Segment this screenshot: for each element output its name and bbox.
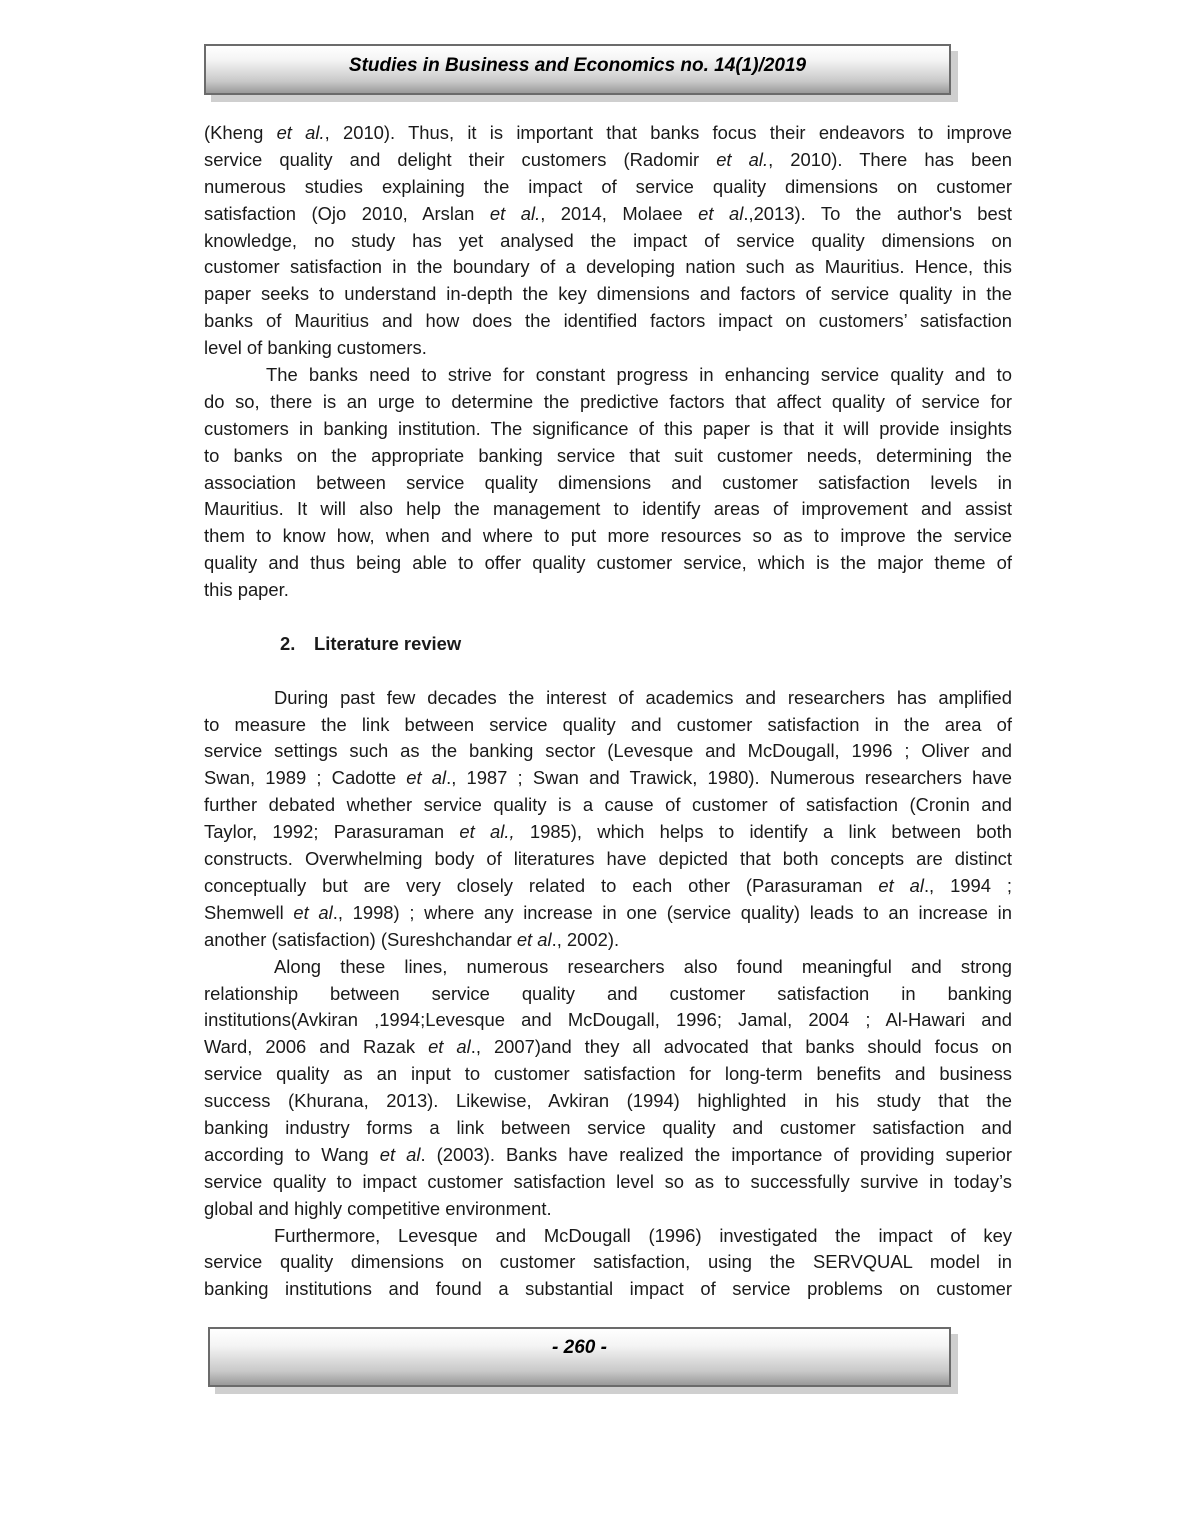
text-run: conceptually but are very closely related to each other (Parasuraman: [204, 874, 879, 896]
text-run: ., 1994 ;: [923, 874, 1013, 896]
paragraph: [204, 1223, 1012, 1304]
text-run: Shemwell: [204, 901, 294, 923]
literature-review-paragraphs: [204, 685, 1012, 1303]
text-run: this paper.: [204, 579, 289, 601]
text-run: ., 1987 ; Swan and Trawick, 1980). Numerous researchers have: [446, 767, 1012, 789]
text-line: [204, 335, 1012, 362]
text-run: 1985), which helps to identify a link between both: [514, 821, 1012, 843]
text-run: them to know how, when and where to put more resources so as to improve the service: [204, 525, 1012, 547]
text-run: service quality and delight their customers (Radomir: [204, 148, 717, 170]
text-line: [204, 550, 1012, 577]
text-line: [204, 174, 1012, 201]
section-number: 2.: [280, 632, 296, 654]
text-run: ., 2002).: [551, 928, 620, 950]
text-run: Furthermore, Levesque and McDougall (1996) investigated the impact of key: [274, 1224, 1012, 1246]
paragraph: [204, 685, 1012, 954]
text-line: [204, 1142, 1012, 1169]
text-run: Ward, 2006 and Razak: [204, 1036, 429, 1058]
italic-citation: et al.: [276, 122, 325, 143]
page-number: - 260 -: [552, 1337, 607, 1358]
text-run: to banks on the appropriate banking service that suit customer needs, determining the: [204, 444, 1012, 466]
text-line: [204, 281, 1012, 308]
italic-citation: et al: [698, 202, 744, 224]
text-run: .,2013). To the author's best: [743, 202, 1013, 224]
text-run: level of banking customers.: [204, 337, 427, 359]
italic-citation: et al: [293, 901, 333, 923]
text-run: ., 2007)and they all advocated that banks should focus on: [470, 1036, 1013, 1058]
italic-citation: et al.: [716, 148, 769, 170]
text-line: [204, 685, 1012, 712]
italic-citation: et al: [516, 928, 552, 950]
text-line: [204, 738, 1012, 765]
text-run: institutions(Avkiran ,1994;Levesque and McDougall, 1996; Jamal, 2004 ; Al-Hawari and: [204, 1009, 1012, 1031]
text-line: [204, 954, 1012, 981]
text-line: [204, 496, 1012, 523]
text-line: [204, 443, 1012, 470]
section-title: Literature review: [314, 632, 462, 654]
text-run: further debated whether service quality is a cause of customer of satisfaction (Cronin and: [204, 794, 1012, 816]
text-run: to measure the link between service quality and customer satisfaction in the area of: [204, 713, 1012, 735]
text-run: , 2010). There has been: [768, 148, 1013, 170]
text-line: [204, 712, 1012, 739]
text-run: Mauritius. It will also help the management to identify areas of improvement and assist: [204, 498, 1012, 520]
text-run: service quality dimensions on customer satisfaction, using the SERVQUAL model in: [204, 1251, 1012, 1273]
text-run: ., 1998) ; where any increase in one (service quality) leads to an increase in: [332, 901, 1012, 923]
text-line: [204, 254, 1012, 281]
text-line: [204, 927, 1012, 954]
text-line: [204, 1249, 1012, 1276]
text-line: [204, 201, 1012, 228]
text-line: [204, 389, 1012, 416]
journal-title: Studies in Business and Economics no. 14(1)/2019: [348, 55, 807, 76]
text-line: [204, 1196, 1012, 1223]
text-run: customer satisfaction in the boundary of a developing nation such as Mauritius. Hence, this: [204, 256, 1012, 278]
text-line: [204, 1115, 1012, 1142]
paragraph: [204, 120, 1012, 362]
text-run: banks of Mauritius and how does the identified factors impact on customers’ satisfaction: [204, 310, 1012, 332]
text-run: The banks need to strive for constant progress in enhancing service quality and to: [266, 364, 1012, 386]
paragraph: [204, 362, 1012, 604]
text-run: service quality to impact customer satisfaction level so as to successfully survive in today’s: [204, 1170, 1012, 1192]
section-heading: [204, 631, 1012, 658]
text-run: numerous studies explaining the impact of service quality dimensions on customer: [204, 175, 1012, 197]
text-run: according to Wang: [204, 1143, 380, 1165]
text-line: [204, 362, 1012, 389]
text-line: [204, 1223, 1012, 1250]
text-run: knowledge, no study has yet analysed the impact of service quality dimensions on: [204, 229, 1012, 251]
text-line: [204, 120, 1012, 147]
text-line: [204, 1169, 1012, 1196]
journal-header-banner: [204, 44, 951, 95]
text-line: [204, 577, 1012, 604]
text-run: paper seeks to understand in-depth the key dimensions and factors of service quality in the: [204, 283, 1012, 305]
introduction-paragraphs: [204, 120, 1012, 604]
text-run: relationship between service quality and customer satisfaction in banking: [204, 982, 1012, 1004]
body-text: [204, 120, 1012, 1303]
text-run: another (satisfaction) (Sureshchandar: [204, 928, 517, 950]
text-line: [204, 900, 1012, 927]
text-line: [204, 846, 1012, 873]
italic-citation: et al: [379, 1143, 421, 1165]
spacer: [204, 658, 1012, 685]
text-run: (Kheng: [204, 122, 277, 143]
text-line: [204, 523, 1012, 550]
italic-citation: et al.: [489, 202, 541, 224]
text-run: . (2003). Banks have realized the importance of providing superior: [420, 1143, 1012, 1165]
text-run: banking industry forms a link between service quality and customer satisfaction and: [204, 1116, 1012, 1138]
italic-citation: et al: [428, 1036, 471, 1058]
text-run: Along these lines, numerous researchers also found meaningful and strong: [274, 955, 1012, 977]
text-line: [204, 470, 1012, 497]
text-line: [204, 1088, 1012, 1115]
text-line: [204, 1061, 1012, 1088]
page-footer-banner: [208, 1327, 951, 1387]
text-run: During past few decades the interest of academics and researchers has amplified: [274, 686, 1012, 708]
text-run: quality and thus being able to offer quality customer service, which is the major theme of: [204, 552, 1012, 574]
text-line: [204, 1276, 1012, 1303]
text-run: constructs. Overwhelming body of literatures have depicted that both concepts are distinct: [204, 848, 1012, 870]
text-run: success (Khurana, 2013). Likewise, Avkiran (1994) highlighted in his study that the: [204, 1090, 1012, 1112]
text-run: Swan, 1989 ; Cadotte: [204, 767, 407, 789]
text-run: , 2010). Thus, it is important that banks focus their endeavors to improve: [324, 122, 1012, 143]
italic-citation: et al: [878, 874, 924, 896]
text-line: [204, 1034, 1012, 1061]
text-run: service settings such as the banking sector (Levesque and McDougall, 1996 ; Oliver and: [204, 740, 1012, 762]
text-line: [204, 819, 1012, 846]
text-run: do so, there is an urge to determine the predictive factors that affect quality of service for: [204, 390, 1012, 412]
text-line: [204, 792, 1012, 819]
text-run: global and highly competitive environment.: [204, 1197, 552, 1219]
text-line: [204, 1007, 1012, 1034]
text-line: [204, 308, 1012, 335]
text-line: [204, 228, 1012, 255]
text-run: service quality as an input to customer satisfaction for long-term benefits and business: [204, 1063, 1012, 1085]
text-line: [204, 873, 1012, 900]
text-run: banking institutions and found a substantial impact of service problems on customer: [204, 1278, 1012, 1300]
text-line: [204, 416, 1012, 443]
text-run: customers in banking institution. The significance of this paper is that it will provide insights: [204, 417, 1012, 439]
text-line: [204, 981, 1012, 1008]
text-run: Taylor, 1992; Parasuraman: [204, 821, 460, 843]
spacer: [204, 604, 1012, 631]
text-line: [204, 147, 1012, 174]
paragraph: [204, 954, 1012, 1223]
text-run: , 2014, Molaee: [540, 202, 699, 224]
italic-citation: et al: [406, 767, 447, 789]
text-run: association between service quality dimensions and customer satisfaction levels in: [204, 471, 1012, 493]
text-line: [204, 765, 1012, 792]
text-run: satisfaction (Ojo 2010, Arslan: [204, 202, 490, 224]
italic-citation: et al.,: [459, 821, 515, 843]
